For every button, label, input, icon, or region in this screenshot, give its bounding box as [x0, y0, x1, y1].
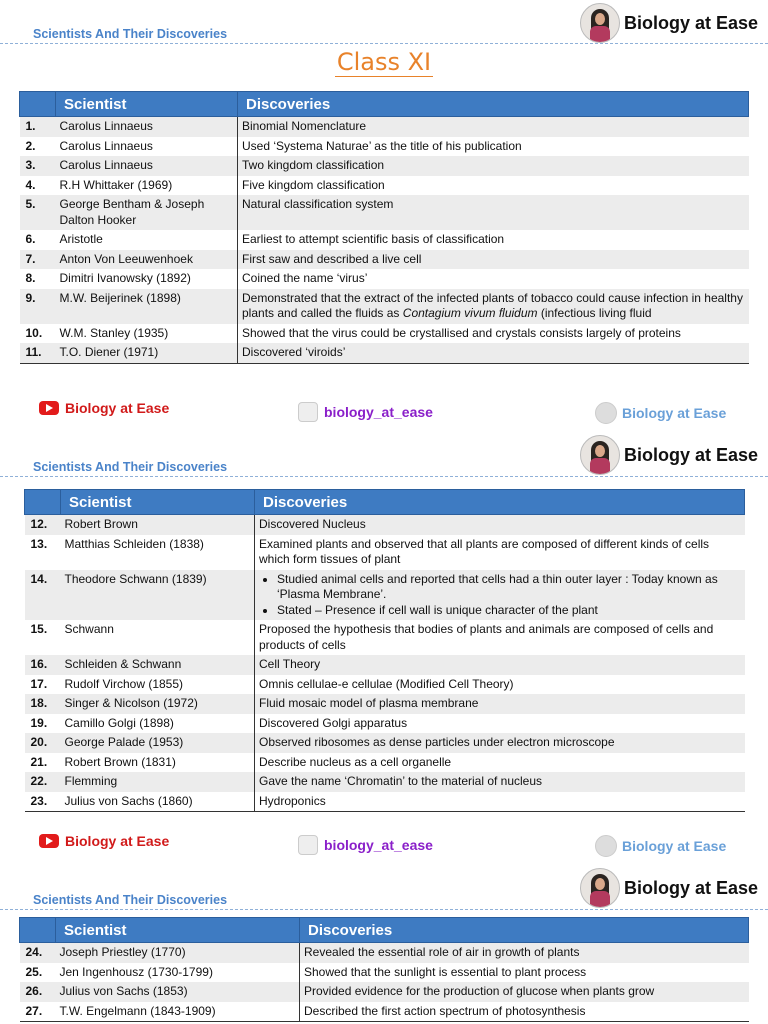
discovery-text: [238, 195, 749, 230]
page-header-title: Scientists And Their Discoveries: [33, 27, 228, 41]
row-number: 27.: [20, 1002, 56, 1022]
discovery-bullet: • Studied animal cells and reported that cells had a thin outer layer : Today known as ‘Plasma Membrane’.: [277, 572, 741, 603]
discovery-text: [255, 620, 745, 655]
discovery-main: First saw and described a live cell: [242, 251, 422, 266]
col-discoveries-header: Discoveries: [300, 918, 749, 943]
discovery-main: Proposed the hypothesis that bodies of plants and animals are composed of cells and products of cells: [259, 622, 714, 652]
row-number: 13.: [30, 536, 48, 551]
discovery-main: Earliest to attempt scientific basis of classification: [242, 232, 505, 246]
discovery-bullet: • Stated – Presence if cell wall is unique character of the plant: [277, 603, 741, 619]
discovery-main: Binomial Nomenclature: [242, 119, 367, 133]
table-row: [20, 176, 749, 196]
discovery-main: Demonstrated that the extract of the infected plants of tobacco could cause infection in healthy plants and called the fluids as: [242, 290, 743, 320]
social-footer-2: [0, 833, 768, 855]
instagram-icon: [298, 402, 318, 422]
telegram-icon: [595, 402, 617, 424]
row-number: 2.: [25, 138, 36, 153]
col-discoveries-header: Discoveries: [238, 92, 749, 117]
telegram-link[interactable]: Biology at Ease: [595, 402, 726, 424]
row-number: 19.: [30, 715, 48, 730]
scientist-name: Anton Von Leeuwenhoek: [56, 250, 238, 270]
discovery-text: [255, 792, 745, 812]
scientist-name: W.M. Stanley (1935): [56, 324, 238, 344]
scientist-name: George Bentham & Joseph Dalton Hooker: [56, 195, 238, 230]
table-row: [25, 570, 745, 621]
table-row: [20, 1002, 749, 1022]
scientist-name: Theodore Schwann (1839): [61, 570, 255, 621]
discovery-main: Describe nucleus as a cell organelle: [259, 754, 452, 769]
scientist-name: Julius von Sachs (1853): [56, 982, 300, 1002]
row-number: 5.: [20, 195, 56, 230]
row-number: 7.: [20, 250, 56, 270]
brand-name: Biology at Ease: [623, 877, 758, 898]
row-number: 14.: [25, 570, 61, 621]
row-number: 12.: [25, 515, 61, 535]
brand-header-3: [580, 868, 758, 908]
discovery-main: Fluid mosaic model of plasma membrane: [259, 696, 479, 710]
discovery-main: Described the first action spectrum of photosynthesis: [304, 1003, 586, 1018]
table-row: [25, 753, 745, 773]
youtube-icon: [39, 401, 59, 415]
class-title: Class XI: [336, 48, 432, 76]
page-header-title: Scientists And Their Discoveries: [33, 893, 228, 907]
col-discoveries-header: Discoveries: [255, 490, 745, 515]
instagram-link[interactable]: biology_at_ease: [298, 402, 433, 422]
discovery-main: Revealed the essential role of air in growth of plants: [304, 945, 580, 959]
table-row: [20, 250, 749, 270]
row-number: 26.: [20, 982, 56, 1002]
table-row: [20, 117, 749, 137]
scientist-name: Aristotle: [56, 230, 238, 250]
discovery-main: Five kingdom classification: [242, 177, 385, 192]
discovery-text: [238, 137, 749, 157]
row-number: 25.: [25, 964, 43, 979]
discovery-main: Showed that the virus could be crystallised and crystals consists largely of proteins: [242, 325, 681, 340]
discovery-text: [238, 269, 749, 289]
col-scientist-header: Scientist: [56, 918, 300, 943]
table-row: [20, 343, 749, 363]
table-row: [20, 982, 749, 1002]
table-row: [20, 269, 749, 289]
scientist-name: Carolus Linnaeus: [56, 137, 238, 157]
discovery-text: [238, 324, 749, 344]
discovery-main: Natural classification system: [242, 197, 394, 211]
scientist-name: Robert Brown (1831): [61, 753, 255, 773]
scientist-name: Carolus Linnaeus: [56, 156, 238, 176]
scientist-name: M.W. Beijerinek (1898): [56, 289, 238, 324]
row-number: 24.: [20, 943, 56, 963]
discovery-text: [238, 250, 749, 270]
discovery-text: [255, 753, 745, 773]
row-number: 22.: [25, 772, 61, 792]
table-row: [20, 324, 749, 344]
brand-name: Biology at Ease: [623, 12, 758, 33]
row-number: 3.: [20, 156, 56, 176]
row-number: 15.: [30, 622, 48, 636]
discovery-text: [255, 714, 745, 734]
discovery-text: [255, 535, 745, 570]
col-scientist-header: Scientist: [56, 92, 238, 117]
row-number: 11.: [20, 343, 56, 363]
discovery-main: Observed ribosomes as dense particles under electron microscope: [259, 735, 615, 749]
instagram-icon: [298, 835, 318, 855]
discovery-text: [300, 943, 749, 963]
discovery-text: [238, 156, 749, 176]
discovery-text: [255, 772, 745, 792]
scientists-table-3: [19, 917, 749, 1022]
scientists-table-1: [19, 91, 749, 364]
scientist-name: Rudolf Virchow (1855): [61, 675, 255, 695]
discovery-text: [255, 515, 745, 535]
discovery-text: [238, 176, 749, 196]
scientist-name: Carolus Linnaeus: [56, 117, 238, 137]
scientist-name: T.W. Engelmann (1843-1909): [56, 1002, 300, 1022]
discovery-text: [238, 289, 749, 324]
table-row: [25, 535, 745, 570]
table-row: [20, 230, 749, 250]
scientist-name: R.H Whittaker (1969): [56, 176, 238, 196]
brand-header-1: [580, 3, 758, 43]
table-row: [25, 675, 745, 695]
scientist-name: Julius von Sachs (1860): [61, 792, 255, 812]
scientist-name: Camillo Golgi (1898): [61, 714, 255, 734]
discovery-main: Discovered Golgi apparatus: [259, 715, 408, 730]
col-scientist-header: Scientist: [61, 490, 255, 515]
row-number: 4.: [25, 177, 36, 192]
divider: [0, 909, 768, 910]
col-number-header: [20, 92, 56, 117]
discovery-main: Discovered ‘viroids’: [242, 345, 346, 359]
scientists-table-2: [24, 489, 745, 812]
scientist-name: Flemming: [61, 772, 255, 792]
table-row: [25, 694, 745, 714]
table-row: [25, 620, 745, 655]
youtube-link[interactable]: Biology at Ease: [39, 833, 169, 849]
discovery-end: (infectious living fluid: [540, 306, 652, 320]
table-row: [25, 714, 745, 734]
divider: [0, 43, 768, 44]
youtube-icon: [39, 834, 59, 848]
brand-header-2: [580, 435, 758, 475]
row-number: 8.: [25, 271, 36, 285]
discovery-main: Two kingdom classification: [242, 158, 385, 172]
discovery-main: Cell Theory: [259, 657, 321, 671]
discovery-text: [300, 1002, 749, 1022]
table-row: [20, 963, 749, 983]
table-row: [20, 156, 749, 176]
scientist-name: Jen Ingenhousz (1730-1799): [56, 963, 300, 983]
row-number: 17.: [30, 676, 48, 691]
table-row: [25, 515, 745, 535]
scientist-name: Joseph Priestley (1770): [56, 943, 300, 963]
scientist-name: George Palade (1953): [61, 733, 255, 753]
instagram-link[interactable]: biology_at_ease: [298, 835, 433, 855]
youtube-link[interactable]: Biology at Ease: [39, 400, 169, 416]
scientist-name: Robert Brown: [61, 515, 255, 535]
row-number: 23.: [25, 792, 61, 812]
row-number: 1.: [20, 117, 56, 137]
row-number: 20.: [25, 733, 61, 753]
row-number: 18.: [25, 694, 61, 714]
table-row: [25, 733, 745, 753]
discovery-text: [238, 117, 749, 137]
avatar: [580, 435, 620, 475]
discovery-text: [238, 230, 749, 250]
discovery-text: [255, 694, 745, 714]
table-row: [20, 137, 749, 157]
discovery-italic: Contagium vivum fluidum: [402, 306, 538, 320]
discovery-main: Showed that the sunlight is essential to plant process: [304, 964, 587, 979]
col-number-header: [25, 490, 61, 515]
telegram-icon: [595, 835, 617, 857]
discovery-text: [300, 982, 749, 1002]
discovery-main: Gave the name ‘Chromatin’ to the material of nucleus: [259, 774, 543, 788]
row-number: 10.: [25, 325, 43, 340]
row-number: 21.: [30, 754, 48, 769]
col-number-header: [20, 918, 56, 943]
page-header-title: Scientists And Their Discoveries: [33, 460, 228, 474]
discovery-main: Used ‘Systema Naturae’ as the title of his publication: [242, 138, 522, 153]
row-number: 6.: [25, 232, 36, 246]
scientist-name: Singer & Nicolson (1972): [61, 694, 255, 714]
scientist-name: Dimitri Ivanowsky (1892): [56, 269, 238, 289]
scientist-name: Schwann: [61, 620, 255, 655]
divider: [0, 476, 768, 477]
row-number: 9.: [20, 289, 56, 324]
row-number: 16.: [25, 655, 61, 675]
discovery-text: [255, 675, 745, 695]
discovery-text: [255, 655, 745, 675]
social-footer-1: [0, 400, 768, 422]
avatar: [580, 3, 620, 43]
discovery-main: Examined plants and observed that all plants are composed of different kinds of cells which form tissues of plant: [259, 536, 710, 566]
discovery-main: Discovered Nucleus: [259, 517, 366, 531]
table-row: [25, 772, 745, 792]
table-row: [25, 792, 745, 812]
discovery-text: [255, 570, 745, 621]
avatar: [580, 868, 620, 908]
discovery-text: [255, 733, 745, 753]
table-row: [20, 195, 749, 230]
table-row: [20, 943, 749, 963]
table-row: [20, 289, 749, 324]
telegram-link[interactable]: Biology at Ease: [595, 835, 726, 857]
discovery-main: Hydroponics: [259, 793, 326, 808]
discovery-text: [300, 963, 749, 983]
scientist-name: Schleiden & Schwann: [61, 655, 255, 675]
discovery-text: [238, 343, 749, 363]
discovery-main: Coined the name ‘virus’: [242, 271, 368, 285]
scientist-name: T.O. Diener (1971): [56, 343, 238, 363]
discovery-main: Provided evidence for the production of glucose when plants grow: [304, 984, 655, 998]
discovery-main: Omnis cellulae-e cellulae (Modified Cell Theory): [259, 676, 514, 691]
table-row: [25, 655, 745, 675]
brand-name: Biology at Ease: [623, 444, 758, 465]
scientist-name: Matthias Schleiden (1838): [61, 535, 255, 570]
